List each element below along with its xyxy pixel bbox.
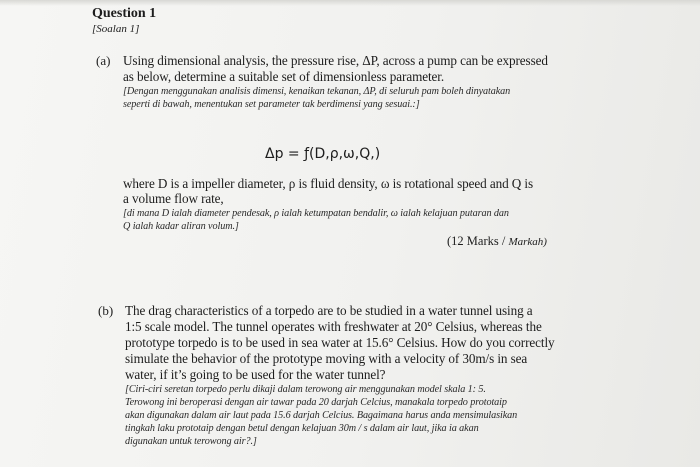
part-a-line: Using dimensional analysis, the pressure rise, ΔP, across a pump can be expressed xyxy=(123,53,548,68)
part-b-malay-line: Terowong ini beroperasi dengan air tawar pada 20 darjah Celcius, manakala torpedo prototaip xyxy=(125,397,507,408)
part-b-malay-line: digunakan untuk terowong air?.] xyxy=(125,436,257,447)
marks-malay: Markah) xyxy=(508,236,547,248)
part-a-label: (a) xyxy=(96,53,111,68)
part-b-malay-line: akan digunakan dalam air laut pada 15.6 darjah Celcius. Bagaimana harus anda mensimulasikan xyxy=(125,410,518,421)
part-a-line: as below, determine a suitable set of dimensionless parameter. xyxy=(123,69,445,84)
part-b-malay-line: tingkah laku prototaip dengan betul dengan kelajuan 30m / s dalam air laut, jika ia akan xyxy=(125,423,479,434)
question-subtitle: [Soalan 1] xyxy=(92,23,140,35)
part-a-marks xyxy=(447,234,547,249)
part-a-malay-line: seperti di bawah, menentukan set parameter tak berdimensi yang sesuai.:] xyxy=(123,99,420,110)
part-a-where-malay-line: Q ialah kadar aliran volum.] xyxy=(123,221,239,232)
part-a-where-malay-line: [di mana D ialah diameter pendesak, ρ ialah ketumpatan bendalir, ω ialah kelajuan putaran dan xyxy=(123,208,509,219)
pressure-equation: Δp = ƒ(D,ρ,ω,Q,) xyxy=(265,146,381,162)
part-b-label: (b) xyxy=(98,303,114,318)
marks-text: (12 Marks / xyxy=(447,234,509,248)
part-b-line: water, if it’s going to be used for the water tunnel? xyxy=(125,367,386,382)
part-a-where-line: where D is a impeller diameter, ρ is fluid density, ω is rotational speed and Q is xyxy=(123,176,533,191)
part-b-line: 1:5 scale model. The tunnel operates with freshwater at 20° Celsius, whereas the xyxy=(125,319,542,334)
part-b-line: simulate the behavior of the prototype moving with a velocity of 30m/s in sea xyxy=(125,351,528,366)
question-title: Question 1 xyxy=(92,6,157,21)
part-a-malay-line: [Dengan menggunakan analisis dimensi, kenaikan tekanan, ΔP, di seluruh pam boleh dinyatakan xyxy=(123,86,511,97)
part-a-where-line: a volume flow rate, xyxy=(123,191,224,206)
part-b-line: prototype torpedo is to be used in sea water at 15.6° Celsius. How do you correctly xyxy=(125,335,555,350)
part-b-line: The drag characteristics of a torpedo are to be studied in a water tunnel using a xyxy=(125,303,533,318)
part-b-malay-line: [Ciri-ciri seretan torpedo perlu dikaji dalam terowong air menggunakan model skala 1: 5. xyxy=(125,384,486,395)
